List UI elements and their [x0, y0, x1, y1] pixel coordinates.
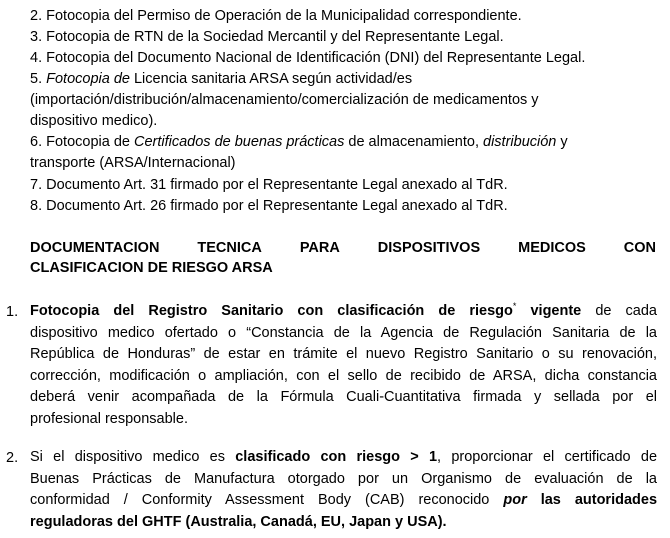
list-item-5-prefix: 5.	[30, 71, 47, 87]
para2-line4: reguladoras del GHTF (Australia, Canadá, EU, Japan y USA).	[30, 513, 447, 530]
list-item-4: 4. Fotocopia del Documento Nacional de Identificación (DNI) del Representante Legal.	[30, 50, 586, 66]
para1-line3: República de Honduras” de estar en trámite el nuevo Registro Sanitario o su renovación,	[30, 346, 657, 362]
para1-line5: deberá venir acompañada de la Fórmula Cuali-Cuantitativa firmada y sellada por el	[30, 389, 657, 405]
list-item-5-line2: (importación/distribución/almacenamiento/comercialización de medicamentos y	[30, 92, 539, 108]
para1-line4: corrección, modificación o ampliación, con el sello de recibido de ARSA, dicha constancia	[30, 367, 657, 384]
list-item-2: 2. Fotocopia del Permiso de Operación de la Municipalidad correspondiente.	[30, 8, 522, 24]
list-item-5-rest: Licencia sanitaria ARSA según actividad/es	[129, 71, 413, 87]
heading-word: DOCUMENTACION	[30, 240, 160, 256]
para2-bold1: clasificado con riesgo > 1	[235, 449, 438, 465]
para2-line1-rest: , proporcionar el certificado de	[437, 449, 658, 465]
para1-number: 1.	[6, 304, 19, 320]
list-item-6-line2: transporte (ARSA/Internacional)	[30, 155, 236, 171]
para1-line1-rest: de cada	[581, 303, 657, 319]
heading-word: PARA	[299, 240, 340, 256]
heading-word: TECNICA	[197, 240, 262, 256]
list-item-6-end: y	[556, 134, 568, 150]
para2-line3	[30, 490, 657, 512]
list-item-7: 7. Documento Art. 31 firmado por el Representante Legal anexado al TdR.	[30, 177, 508, 193]
list-item-6-italic2: distribución	[483, 134, 557, 150]
list-item-3: 3. Fotocopia de RTN de la Sociedad Mercantil y del Representante Legal.	[30, 29, 504, 45]
para1-bold2: vigente	[516, 303, 582, 319]
paragraph-1	[30, 301, 657, 430]
para1-line1	[30, 301, 657, 323]
list-item-6-prefix: 6. Fotocopia de	[30, 134, 134, 150]
para2-line2: Buenas Prácticas de Manufactura otorgado por un Organismo de evaluación de la	[30, 470, 657, 487]
para1-line6: profesional responsable.	[30, 410, 188, 427]
heading-word: MEDICOS	[518, 240, 586, 256]
para2-line3-plain: conformidad / Conformity Assessment Body (CAB) reconocido	[30, 492, 504, 508]
section-heading	[30, 238, 656, 278]
list-item-6	[30, 132, 568, 152]
list-item-5	[30, 69, 412, 89]
para2-line3-bolditalic: por	[503, 492, 527, 508]
section-heading-line2: CLASIFICACION DE RIESGO ARSA	[30, 260, 273, 276]
para2-number: 2.	[6, 450, 19, 466]
paragraph-2	[30, 447, 657, 533]
para1-bold1: Fotocopia del Registro Sanitario con clasificación de riesgo	[30, 303, 513, 319]
list-item-8: 8. Documento Art. 26 firmado por el Representante Legal anexado al TdR.	[30, 198, 508, 214]
para2-line1	[30, 447, 657, 469]
para1-star: *	[512, 301, 517, 312]
para2-line3-bold: las autoridades	[526, 492, 658, 508]
para2-lead: Si el dispositivo medico es	[30, 449, 236, 465]
para1-line2: dispositivo medico ofertado o “Constancia de la Agencia de Regulación Sanitaria de la	[30, 324, 657, 341]
list-item-5-italic: Fotocopia de	[46, 71, 130, 87]
section-heading-line1	[30, 238, 656, 258]
list-item-5-line3: dispositivo medico).	[30, 113, 158, 129]
heading-word: DISPOSITIVOS	[377, 240, 481, 256]
list-item-6-mid: de almacenamiento,	[344, 134, 484, 150]
heading-word: CON	[623, 240, 656, 256]
list-item-6-italic1: Certificados de buenas prácticas	[134, 134, 345, 150]
